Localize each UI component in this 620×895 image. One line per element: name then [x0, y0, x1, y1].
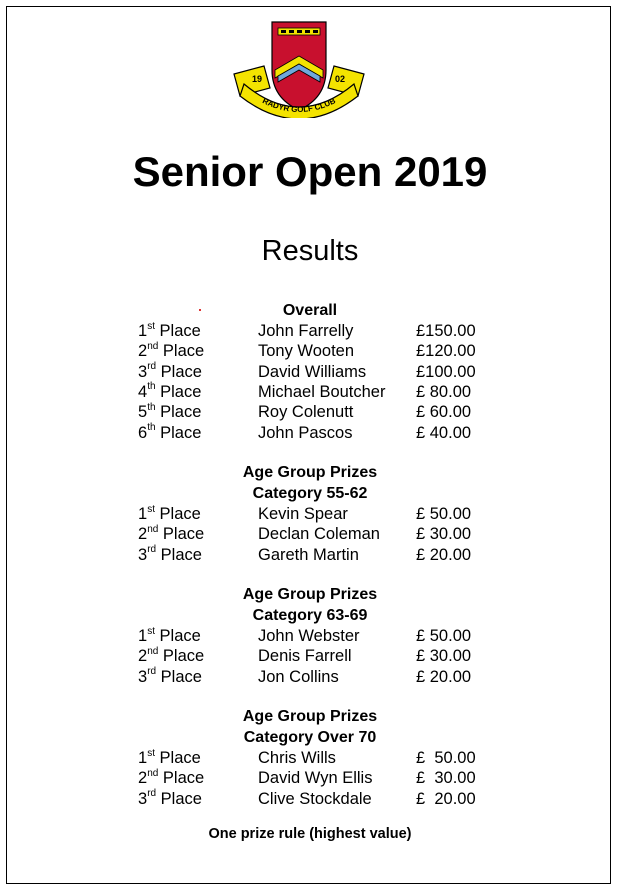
prize-amount: £ 30.00: [416, 769, 476, 788]
section-subheading: Category 55-62: [252, 485, 368, 502]
result-row: [0, 341, 620, 361]
place-word: Place: [154, 749, 201, 767]
place-suffix: st: [147, 747, 155, 759]
section-heading: Age Group Prizes: [242, 708, 378, 725]
result-row: [0, 321, 620, 341]
place-suffix: rd: [147, 666, 157, 678]
place-number: 5: [138, 403, 148, 422]
section-subheading: Category Over 70: [243, 729, 377, 746]
winner-name: Clive Stockdale: [258, 789, 372, 808]
winner-name: Chris Wills: [258, 749, 336, 767]
place-number: 2: [138, 342, 148, 361]
place-number: 1: [138, 749, 148, 767]
winner-name: Roy Colenutt: [258, 403, 354, 422]
place-label: [138, 646, 204, 666]
result-row: [0, 748, 620, 768]
winner-name: Kevin Spear: [258, 505, 348, 523]
section-subheading: Category 63-69: [252, 607, 368, 624]
result-row: [0, 504, 620, 524]
crest-year-left: 19: [252, 74, 263, 84]
place-number: 1: [138, 505, 148, 523]
prize-amount: £ 80.00: [416, 382, 472, 401]
place-label: [138, 768, 204, 788]
result-row: [0, 667, 620, 687]
result-row: [0, 402, 620, 422]
place-suffix: th: [147, 401, 156, 413]
prize-amount: £120.00: [416, 342, 476, 361]
footer-note: One prize rule (highest value): [208, 826, 412, 842]
prize-amount: £150.00: [416, 322, 476, 340]
result-row: [0, 362, 620, 382]
winner-name: Michael Boutcher: [258, 382, 386, 401]
place-label: [138, 504, 201, 524]
winner-name: David Wyn Ellis: [258, 769, 373, 788]
prize-amount: £ 50.00: [416, 627, 472, 645]
winner-name: John Pascos: [258, 423, 353, 442]
crest-year-right: 02: [335, 74, 346, 84]
result-row: [0, 646, 620, 666]
result-row: [0, 423, 620, 443]
place-suffix: th: [147, 422, 156, 433]
winner-name: Denis Farrell: [258, 647, 352, 666]
crest-ribbon-text: RADYR GOLF CLUB: [260, 96, 338, 115]
place-number: 3: [138, 362, 148, 381]
result-row: [0, 382, 620, 402]
place-label: [138, 545, 202, 565]
place-label: [138, 626, 201, 646]
page-title: Senior Open 2019: [132, 148, 488, 195]
place-word: Place: [156, 789, 202, 808]
place-label: [138, 667, 202, 687]
club-crest-logo: [232, 18, 366, 118]
prize-amount: £ 30.00: [416, 647, 472, 666]
place-word: Place: [156, 667, 202, 686]
place-word: Place: [154, 322, 201, 340]
place-suffix: st: [147, 503, 155, 515]
place-number: 4: [138, 382, 148, 401]
place-label: [138, 789, 202, 809]
place-number: 1: [138, 627, 148, 645]
prize-amount: £ 50.00: [416, 749, 476, 767]
place-word: Place: [154, 627, 201, 645]
place-suffix: rd: [147, 361, 157, 373]
prize-amount: £ 50.00: [416, 505, 472, 523]
place-suffix: rd: [147, 544, 157, 556]
place-word: Place: [156, 545, 202, 564]
prize-amount: £100.00: [416, 362, 476, 381]
place-word: Place: [158, 342, 205, 361]
winner-name: Tony Wooten: [258, 342, 355, 361]
section-heading: Age Group Prizes: [242, 586, 378, 603]
place-word: Place: [154, 505, 201, 523]
page-subtitle: Results: [261, 235, 359, 267]
place-suffix: nd: [147, 645, 159, 657]
place-label: [138, 524, 204, 544]
prize-amount: £ 20.00: [416, 667, 472, 686]
place-suffix: nd: [147, 523, 159, 535]
place-label: [138, 423, 201, 443]
place-suffix: th: [147, 381, 156, 393]
prize-amount: £ 60.00: [416, 403, 472, 422]
section-heading: Age Group Prizes: [242, 464, 378, 481]
place-number: 1: [138, 322, 148, 340]
prize-amount: £ 30.00: [416, 525, 472, 544]
place-suffix: nd: [147, 767, 159, 779]
place-number: 2: [138, 647, 148, 666]
winner-name: John Farrelly: [258, 322, 354, 340]
place-suffix: st: [147, 320, 155, 332]
place-word: Place: [156, 362, 202, 381]
prize-amount: £ 40.00: [416, 423, 472, 442]
place-number: 3: [138, 667, 148, 686]
result-row: [0, 545, 620, 565]
winner-name: David Williams: [258, 362, 367, 381]
place-suffix: rd: [147, 788, 157, 800]
place-word: Place: [155, 423, 202, 442]
prize-amount: £ 20.00: [416, 545, 472, 564]
place-suffix: st: [147, 625, 155, 637]
place-word: Place: [155, 382, 202, 401]
place-label: [138, 321, 201, 341]
place-label: [138, 341, 204, 361]
place-word: Place: [158, 647, 205, 666]
place-number: 2: [138, 525, 148, 544]
result-row: [0, 626, 620, 646]
place-number: 6: [138, 423, 148, 442]
winner-name: Gareth Martin: [258, 545, 359, 564]
winner-name: Declan Coleman: [258, 525, 380, 544]
place-number: 3: [138, 789, 148, 808]
place-word: Place: [158, 769, 205, 788]
place-label: [138, 402, 201, 422]
place-number: 2: [138, 769, 148, 788]
prize-amount: £ 20.00: [416, 789, 476, 808]
result-row: [0, 789, 620, 809]
place-label: [138, 748, 201, 768]
result-row: [0, 768, 620, 788]
section-heading: Overall: [282, 302, 338, 319]
winner-name: Jon Collins: [258, 667, 339, 686]
place-word: Place: [158, 525, 205, 544]
place-number: 3: [138, 545, 148, 564]
winner-name: John Webster: [258, 627, 360, 645]
place-label: [138, 362, 202, 382]
place-label: [138, 382, 201, 402]
result-row: [0, 524, 620, 544]
place-suffix: nd: [147, 340, 159, 352]
place-word: Place: [155, 403, 202, 422]
